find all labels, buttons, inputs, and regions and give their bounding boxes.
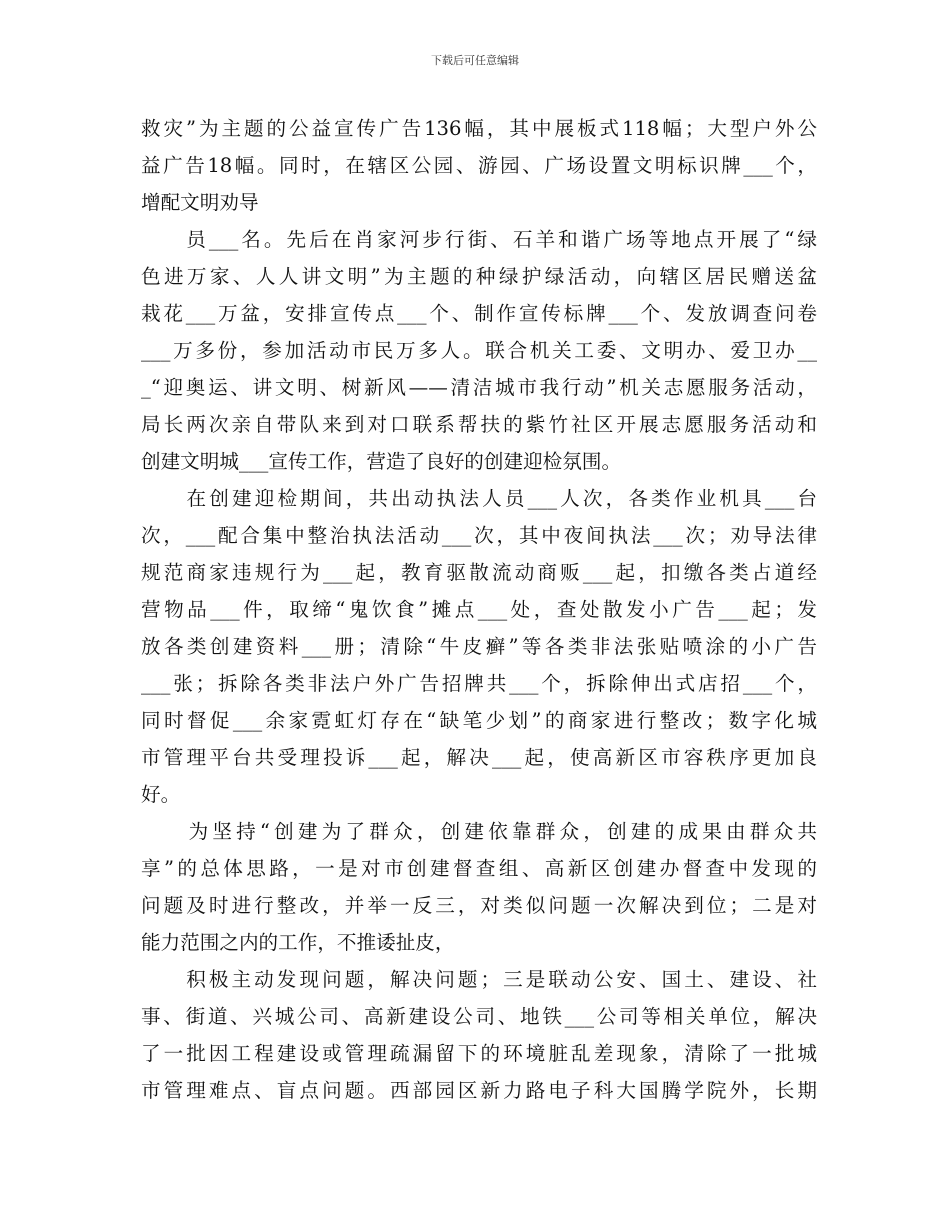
text-line: ___张；拆除各类非法户外广告招牌共___个，拆除伸出式店招___个， [141, 672, 817, 695]
text-line: 益广告18幅。同时，在辖区公园、游园、广场设置文明标识牌___个， [141, 154, 817, 177]
text-line: 栽花___万盆，安排宣传点___个、制作宣传标牌___个、发放调查问卷 [141, 302, 817, 325]
text-line: _“迎奥运、讲文明、树新风——清洁城市我行动”机关志愿服务活动， [141, 376, 817, 399]
text-line: 享”的总体思路，一是对市创建督查组、高新区创建办督查中发现的 [141, 857, 817, 880]
text-line: 好。 [141, 783, 181, 806]
text-line: 色进万家、人人讲文明”为主题的种绿护绿活动，向辖区居民赠送盆 [141, 265, 817, 288]
text-line: 创建文明城___宣传工作，营造了良好的创建迎检氛围。 [141, 450, 622, 473]
text-line: 局长两次亲自带队来到对口联系帮扶的紫竹社区开展志愿服务活动和 [141, 413, 817, 436]
text-line: 规范商家违规行为___起，教育驱散流动商贩___起，扣缴各类占道经 [141, 561, 817, 584]
text-line: 为坚持“创建为了群众，创建依靠群众，创建的成果由群众共 [141, 820, 817, 843]
text-line: 救灾”为主题的公益宣传广告136幅，其中展板式118幅；大型户外公 [141, 117, 817, 140]
text-line: 市管理平台共受理投诉___起，解决___起，使高新区市容秩序更加良 [141, 746, 817, 769]
document-body [141, 110, 817, 1109]
text-line: 增配文明劝导 [141, 191, 259, 214]
text-line: ___万多份，参加活动市民万多人。联合机关工委、文明办、爱卫办__ [141, 339, 817, 362]
text-line: 次，___配合集中整治执法活动___次，其中夜间执法___次；劝导法律 [141, 524, 817, 547]
text-line: 能力范围之内的工作，不推诿扯皮， [141, 931, 455, 954]
text-line: 事、街道、兴城公司、高新建设公司、地铁___公司等相关单位，解决 [141, 1005, 817, 1028]
text-line: 放各类创建资料___册；清除“牛皮癣”等各类非法张贴喷涂的小广告 [141, 635, 817, 658]
page-header: 下载后可任意编辑 [431, 54, 519, 67]
text-line: 了一批因工程建设或管理疏漏留下的环境脏乱差现象，清除了一批城 [141, 1042, 817, 1065]
text-line: 在创建迎检期间，共出动执法人员___人次，各类作业机具___台 [141, 487, 817, 510]
text-line: 积极主动发现问题，解决问题；三是联动公安、国土、建设、社 [141, 968, 817, 991]
text-line: 同时督促___余家霓虹灯存在“缺笔少划”的商家进行整改；数字化城 [141, 709, 817, 732]
text-line: 营物品___件，取缔“鬼饮食”摊点___处，查处散发小广告___起；发 [141, 598, 817, 621]
text-line: 员___名。先后在肖家河步行街、石羊和谐广场等地点开展了“绿 [141, 228, 817, 251]
text-line: 市管理难点、盲点问题。西部园区新力路电子科大国腾学院外，长期 [141, 1079, 817, 1102]
text-line: 问题及时进行整改，并举一反三，对类似问题一次解决到位；二是对 [141, 894, 817, 917]
